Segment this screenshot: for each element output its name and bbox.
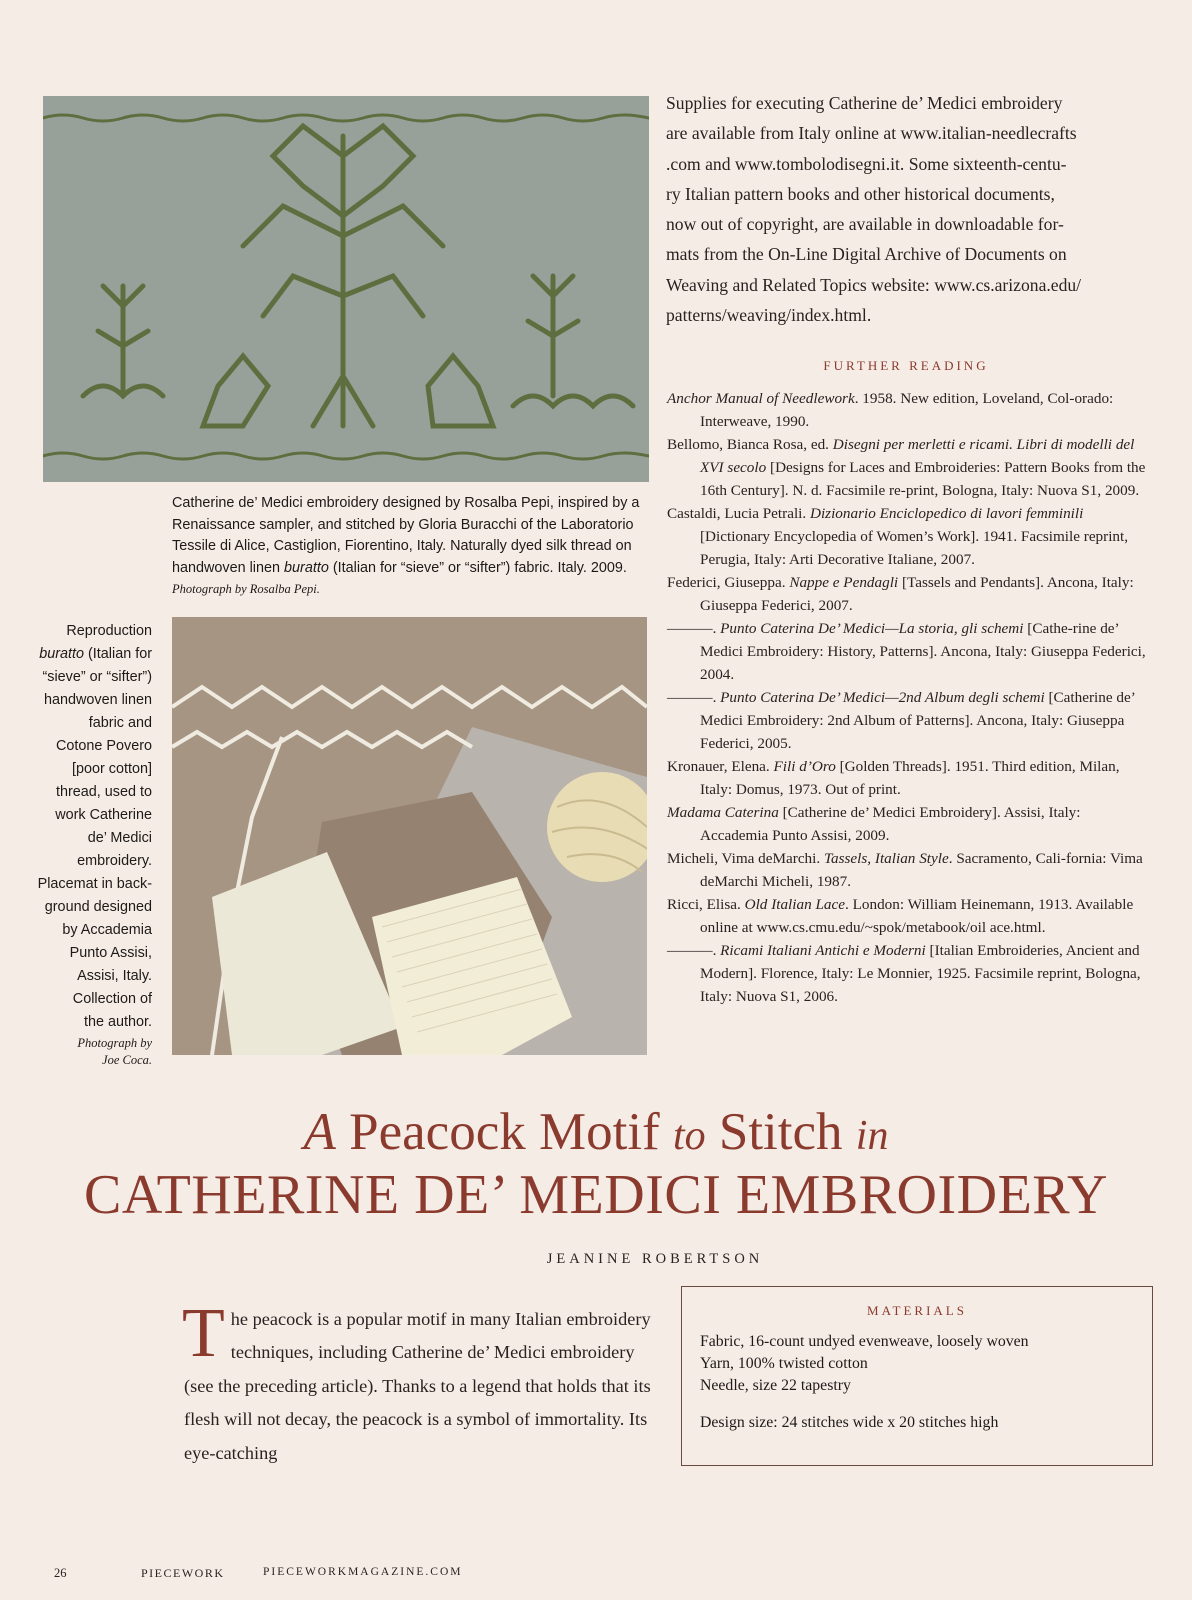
reference-title: Madama Caterina <box>667 804 779 821</box>
reference-entry <box>667 801 1149 847</box>
reference-text: [Cathe-rine de’ Medici Embroidery: History, Patterns]. Ancona, Italy: Giuseppa Federici, 2004. <box>700 620 1146 683</box>
reference-text: [Golden Threads]. 1951. Third edition, Milan, Italy: Domus, 1973. Out of print. <box>700 758 1120 798</box>
reference-text: Ricci, Elisa. <box>667 896 745 913</box>
caption-line: the author. <box>83 1014 152 1030</box>
caption-line: [poor cotton] <box>72 761 152 777</box>
title-word: Peacock Motif <box>349 1103 660 1161</box>
magazine-url: PIECEWORKMAGAZINE.COM <box>263 1566 463 1578</box>
reference-title: Nappe e Pendagli <box>789 574 899 591</box>
article-title-line2: CATHERINE DE’ MEDICI EMBROIDERY <box>84 1164 1108 1226</box>
reference-entry <box>667 939 1149 1008</box>
reference-text: [Catherine de’ Medici Embroidery: 2nd Album of Patterns]. Ancona, Italy: Giuseppa Federici, 2005. <box>700 689 1135 752</box>
article-intro <box>182 1295 654 1470</box>
reference-title: Punto Caterina De’ Medici—La storia, gli schemi <box>720 620 1024 637</box>
reference-text: ———. <box>667 689 721 706</box>
paragraph-line: are available from Italy online at www.italian-needlecrafts <box>666 123 1077 144</box>
reference-text: [Italian Embroideries, Ancient and Modern]. Florence, Italy: Le Monnier, 1925. Facsimile reprint, Bologna, Italy: Nuova S1, 2006. <box>700 942 1141 1005</box>
caption-italic-word: buratto <box>284 559 329 576</box>
photo-credit <box>10 1035 152 1069</box>
materials-box <box>681 1286 1153 1466</box>
material-item: Yarn, 100% twisted cotton <box>700 1355 868 1372</box>
reference-text: [Tassels and Pendants]. Ancona, Italy: Giuseppa Federici, 2007. <box>700 574 1134 614</box>
paragraph-line: Supplies for executing Catherine de’ Medici embroidery <box>666 93 1063 113</box>
paragraph-line: Weaving and Related Topics website: www.cs.arizona.edu/ <box>666 274 1082 295</box>
caption-line: Collection of <box>72 991 152 1007</box>
material-item: Fabric, 16-count undyed evenweave, loosely woven <box>700 1333 1029 1350</box>
reference-text: [Designs for Laces and Embroideries: Pattern Books from the 16th Century]. N. d. Facsimile re-print, Bologna, Italy: Nuova S1, 2009. <box>700 459 1146 499</box>
article-title-line1 <box>0 1102 1192 1166</box>
reference-text: Federici, Giuseppa. <box>667 574 790 591</box>
caption-line: Reproduction <box>66 623 152 639</box>
caption-line: handwoven linen <box>43 692 152 708</box>
page-number: 26 <box>54 1566 67 1580</box>
caption-line: Assisi, Italy. <box>77 968 152 984</box>
paragraph-line: mats from the On-Line Digital Archive of Documents on <box>666 244 1067 265</box>
reference-title: Ricami Italiani Antichi e Moderni <box>720 942 926 959</box>
reference-text: . 1958. New edition, Loveland, Col-orado: Interweave, 1990. <box>700 390 1114 430</box>
caption-line: de’ Medici <box>87 830 152 846</box>
photo-credit-line: Joe Coca. <box>102 1053 152 1067</box>
buratto-fabric-photo <box>172 617 647 1055</box>
reference-text: . Sacramento, Cali-fornia: Vima deMarchi Micheli, 1987. <box>700 850 1143 890</box>
caption-line: “sieve” or “sifter”) <box>42 669 152 685</box>
further-reading-list <box>667 387 1149 1008</box>
reference-text: Bellomo, Bianca Rosa, ed. <box>667 436 833 453</box>
reference-text: Kronauer, Elena. <box>667 758 774 775</box>
intro-text: he peacock is a popular motif in many Italian embroidery techniques, including Catherine de’ Medici embroidery (see the preceding article). Thanks to a legend that holds that its flesh will not decay, the peacock is a symbol of immortality. Its eye-catching <box>184 1309 651 1463</box>
material-item: Needle, size 22 tapestry <box>700 1377 851 1394</box>
reference-title: Tassels, Italian Style <box>823 850 949 867</box>
title-word: to <box>672 1113 706 1159</box>
supplies-paragraph <box>666 88 1146 330</box>
side-photo-caption <box>10 620 152 1069</box>
article-author: JEANINE ROBERTSON <box>546 1251 764 1267</box>
reference-title: Old Italian Lace <box>744 896 846 913</box>
photo-credit-line: Photograph by <box>77 1036 152 1050</box>
reference-title: Punto Caterina De’ Medici—2nd Album degli schemi <box>720 689 1045 706</box>
reference-entry <box>667 686 1149 755</box>
caption-line: work Catherine <box>55 807 152 823</box>
caption-line: Placemat in back- <box>37 876 152 892</box>
caption-line: ground designed <box>44 899 152 915</box>
reference-title: Dizionario Enciclopedico di lavori femminili <box>809 505 1084 522</box>
caption-rest-lines <box>10 666 152 1034</box>
reference-text: ———. <box>667 620 721 637</box>
paragraph-line: patterns/weaving/index.html. <box>666 305 872 326</box>
reference-text: [Catherine de’ Medici Embroidery]. Assisi, Italy: Accademia Punto Assisi, 2009. <box>700 804 1081 844</box>
magazine-name: PIECEWORK <box>141 1566 225 1580</box>
paragraph-line: ry Italian pattern books and other historical documents, <box>666 183 1055 204</box>
caption-line: Punto Assisi, <box>69 945 152 961</box>
reference-entry <box>667 387 1149 433</box>
reference-text: Micheli, Vima deMarchi. <box>667 850 824 867</box>
caption-line: thread, used to <box>55 784 152 800</box>
caption-line: fabric and <box>88 715 152 731</box>
drop-cap: T <box>182 1295 225 1372</box>
reference-text: ———. <box>667 942 721 959</box>
caption-line: embroidery. <box>77 853 152 869</box>
title-word: A <box>303 1103 336 1161</box>
buratto-fabric-thread-icon <box>172 617 647 1055</box>
embroidery-sampler-icon <box>43 96 649 482</box>
caption-text-rest: (Italian for “sieve” or “sifter”) fabric. Italy. 2009. <box>328 559 627 576</box>
caption-italic-word: buratto <box>39 646 85 662</box>
reference-text: . London: William Heinemann, 1913. Available online at www.cs.cmu.edu/~spok/metabook/oil ace.html. <box>700 896 1134 936</box>
further-reading-heading: FURTHER READING <box>823 358 989 373</box>
caption-text: Catherine de’ Medici embroidery designed by Rosalba Pepi, inspired by a Renaissance sampler, and stitched by Gloria Buracchi of the Laboratorio Tessile di Alice, Castiglion, Fiorentino, Italy. Naturally dyed silk thread on handwoven linen <box>172 495 640 576</box>
reference-entry <box>667 893 1149 939</box>
reference-text: [Dictionary Encyclopedia of Women’s Work]. 1941. Facsimile reprint, Perugia, Italy: Arti Decorative Italiane, 2007. <box>700 528 1129 568</box>
reference-entry <box>667 617 1149 686</box>
reference-title: Fili d’Oro <box>773 758 836 775</box>
caption-line <box>10 643 152 666</box>
caption-line: by Accademia <box>62 922 152 938</box>
reference-title: Disegni per merletti e ricami. Libri di modelli del XVI secolo <box>700 436 1135 476</box>
reference-entry <box>667 847 1149 893</box>
embroidery-sampler-photo <box>43 96 649 482</box>
reference-entry <box>667 433 1149 502</box>
title-word: in <box>855 1113 889 1159</box>
paragraph-line: .com and www.tombolodisegni.it. Some sixteenth-centu- <box>666 153 1067 174</box>
paragraph-line: now out of copyright, are available in downloadable for- <box>666 214 1064 235</box>
photo-credit: Photograph by Rosalba Pepi. <box>172 582 320 596</box>
reference-entry <box>667 571 1149 617</box>
caption-line: Cotone Povero <box>56 738 152 754</box>
design-size: Design size: 24 stitches wide x 20 stitches high <box>700 1414 999 1431</box>
caption-line-rest: (Italian for <box>84 646 152 662</box>
materials-heading: MATERIALS <box>867 1303 967 1318</box>
reference-title: Anchor Manual of Needlework <box>667 390 855 407</box>
reference-text: Castaldi, Lucia Petrali. <box>667 505 810 522</box>
reference-entry <box>667 755 1149 801</box>
reference-entry <box>667 502 1149 571</box>
top-photo-caption <box>172 493 652 601</box>
title-word: Stitch <box>718 1103 843 1161</box>
